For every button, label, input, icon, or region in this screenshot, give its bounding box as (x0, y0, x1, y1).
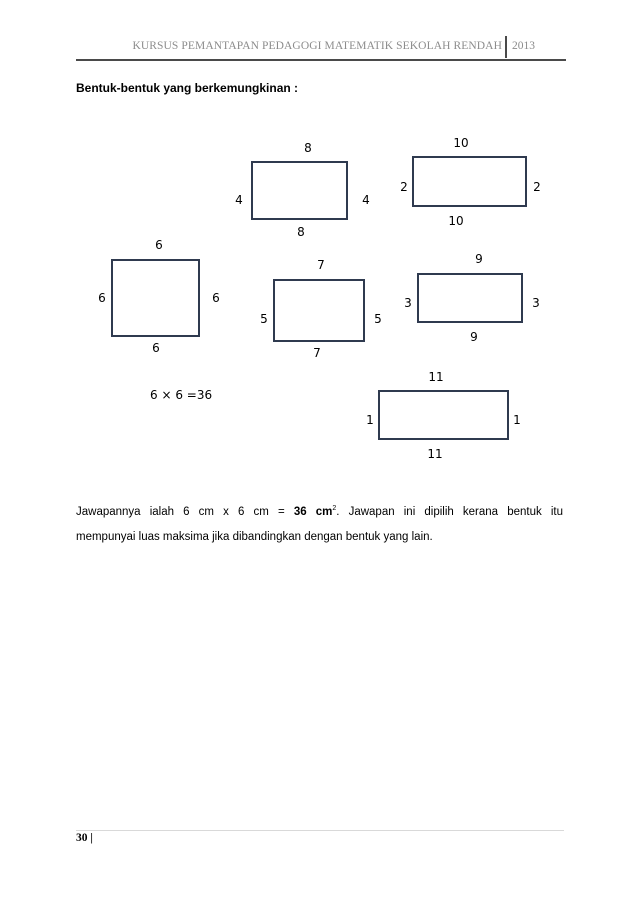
answer-unit-exponent: 2 (332, 505, 337, 512)
label-10x2-left: 2 (400, 180, 408, 194)
rectangle-6x6 (111, 259, 200, 337)
label-11x1-bottom: 11 (427, 447, 443, 461)
answer-line-1 (76, 500, 563, 525)
label-10x2-bottom: 10 (448, 214, 464, 228)
rectangle-8x4 (251, 161, 348, 220)
rectangle-10x2 (412, 156, 527, 207)
label-6x6-top: 6 (155, 238, 163, 252)
label-9x3-right: 3 (532, 296, 540, 310)
header-title: KURSUS PEMANTAPAN PEDAGOGI MATEMATIK SEKOLAH RENDAH (132, 40, 502, 52)
label-7x5-left: 5 (260, 312, 268, 326)
label-8x4-bottom: 8 (297, 225, 305, 239)
answer-text-start: Jawapannya ialah 6 cm x 6 cm = (76, 506, 294, 518)
label-10x2-right: 2 (533, 180, 541, 194)
area-formula: 6 × 6 =36 (150, 388, 213, 402)
rectangle-9x3 (417, 273, 523, 323)
section-heading: Bentuk-bentuk yang berkemungkinan : (76, 81, 299, 95)
answer-value: 36 cm (293, 506, 333, 518)
rectangle-7x5 (273, 279, 365, 342)
answer-text-end: . Jawapan ini dipilih kerana bentuk itu (336, 506, 564, 518)
label-8x4-right: 4 (362, 193, 370, 207)
label-9x3-bottom: 9 (470, 330, 478, 344)
label-9x3-left: 3 (404, 296, 412, 310)
label-6x6-left: 6 (98, 291, 106, 305)
label-9x3-top: 9 (475, 252, 483, 266)
header-separator (505, 36, 507, 58)
footer-rule (76, 830, 564, 831)
label-8x4-left: 4 (235, 193, 243, 207)
answer-line-2: mempunyai luas maksima jika dibandingkan dengan bentuk yang lain. (76, 531, 433, 543)
label-7x5-top: 7 (317, 258, 325, 272)
answer-paragraph (76, 500, 563, 550)
label-6x6-bottom: 6 (152, 341, 160, 355)
label-8x4-top: 8 (304, 141, 312, 155)
rectangle-11x1 (378, 390, 509, 440)
label-10x2-top: 10 (453, 136, 469, 150)
label-11x1-right: 1 (513, 413, 521, 427)
label-11x1-top: 11 (428, 370, 444, 384)
header-rule (76, 59, 566, 61)
page-number: 30 | (76, 832, 93, 844)
label-7x5-right: 5 (374, 312, 382, 326)
header-year: 2013 (512, 40, 535, 52)
label-11x1-left: 1 (366, 413, 374, 427)
label-7x5-bottom: 7 (313, 346, 321, 360)
label-6x6-right: 6 (212, 291, 220, 305)
